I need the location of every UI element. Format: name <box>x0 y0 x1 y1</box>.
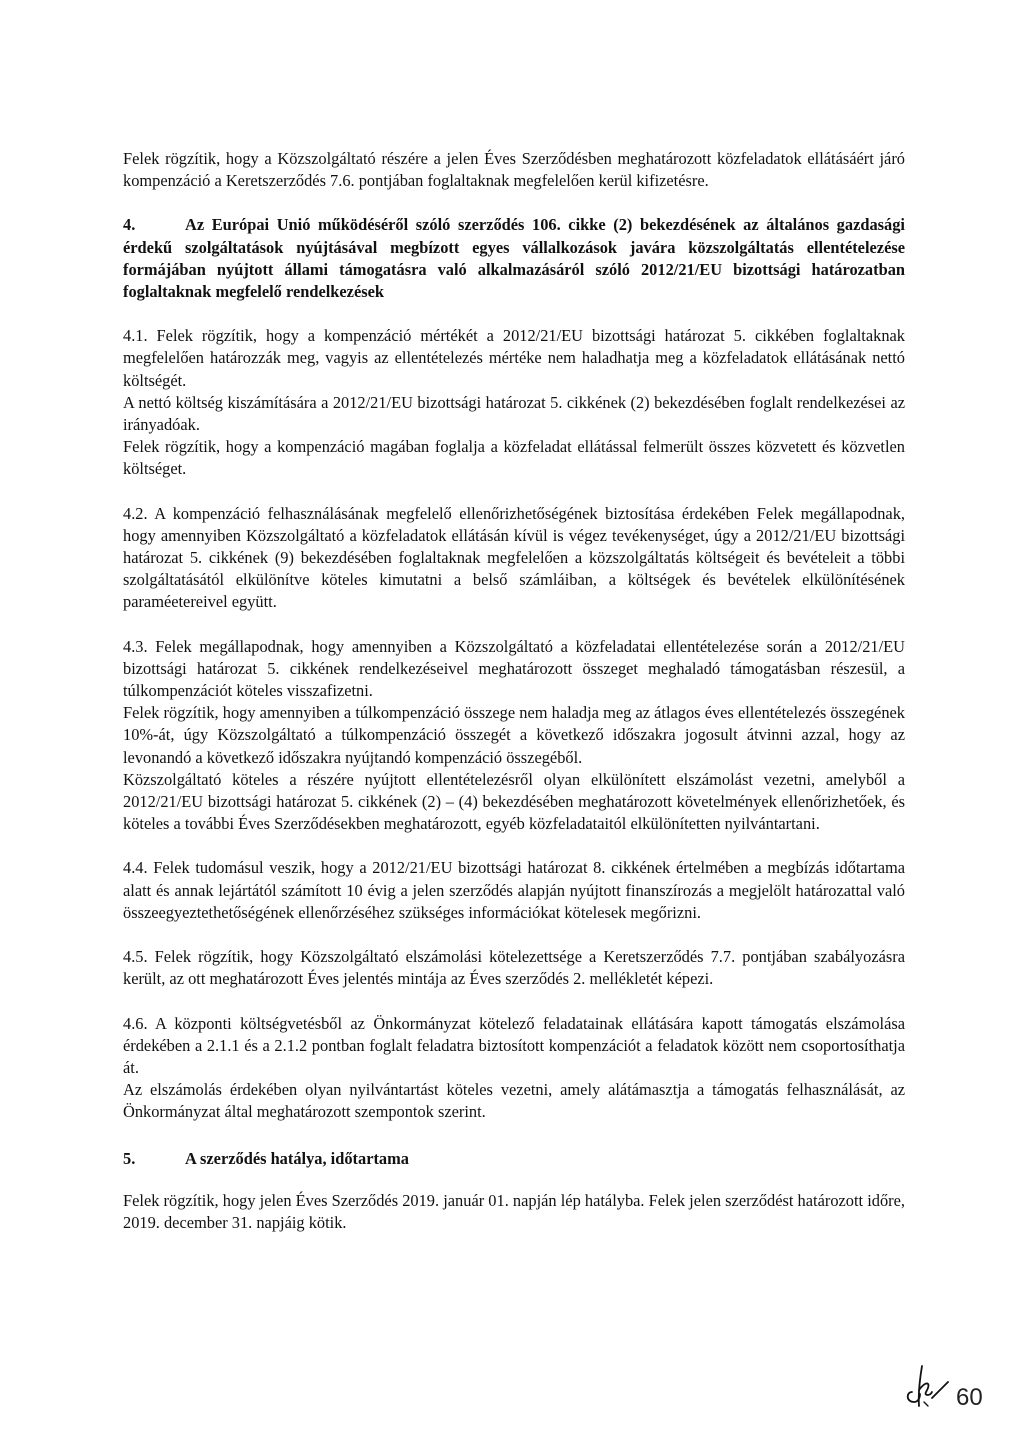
section-4-heading <box>123 214 905 303</box>
document-page <box>123 148 905 1234</box>
handwritten-initials-signature <box>902 1362 950 1410</box>
paragraph-4-1 <box>123 325 905 480</box>
paragraph-4-1-b: A nettó költség kiszámítására a 2012/21/EU bizottsági határozat 5. cikkének (2) bekezdésében foglalt rendelkezései az irányadóak. <box>123 392 905 435</box>
paragraph-4-4 <box>123 857 905 924</box>
paragraph-4-6-a: 4.6. A központi költségvetésből az Önkormányzat kötelező feladatainak ellátására kapott támogatás elszámolása érdekében a 2.1.1 és a 2.1.2 pontban foglalt feladatra biztosított kompenzációt a feladatok között nem csoportosíthatja át. <box>123 1013 905 1077</box>
paragraph-4-6 <box>123 1013 905 1124</box>
paragraph-5-a: Felek rögzítik, hogy jelen Éves Szerződés 2019. január 01. napján lép hatályba. Felek jelen szerződést határozott időre, 2019. december 31. napjáig kötik. <box>123 1190 905 1232</box>
page-number: 60 <box>956 1384 983 1411</box>
paragraph-4-2 <box>123 503 905 614</box>
section-5-title: A szerződés hatálya, időtartama <box>185 1148 409 1168</box>
paragraph-5 <box>123 1190 905 1234</box>
section-5-heading <box>123 1148 905 1170</box>
section-5-number: 5. <box>123 1148 136 1168</box>
paragraph-4-1-c: Felek rögzítik, hogy a kompenzáció magában foglalja a közfeladat ellátással felmerült összes közvetett és közvetlen költséget. <box>123 437 905 479</box>
paragraph-4-1-a: 4.1. Felek rögzítik, hogy a kompenzáció mértékét a 2012/21/EU bizottsági határozat 5. cikkében foglaltaknak megfelelően határozzák meg, vagyis az ellentételezés mértéke nem haladhatja meg a közfeladatok ellátásának nettó költségét. <box>123 326 905 390</box>
paragraph-4-3-b: Felek rögzítik, hogy amennyiben a túlkompenzáció összege nem haladja meg az átlagos éves ellentételezés összegének 10%-át, úgy Közszolgáltató a túlkompenzáció összegét a következő időszakra jogosult átvinni azzal, hogy az levonandó a következő időszakra nyújtandó kompenzáció összegéből. <box>123 703 905 767</box>
paragraph-4-2-a: 4.2. A kompenzáció felhasználásának megfelelő ellenőrizhetőségének biztosítása érdekében Felek megállapodnak, hogy amennyiben Közszolgáltató a közfeladatok ellátásán kívül is végez tevékenységet, úgy a 2012/21/EU bizottsági határozat 5. cikkének (9) bekezdésében foglaltaknak megfelelően a közszolgáltatás költségeit és bevételeit a többi szolgáltatásától elkülönítve köteles kimutatni a belső számláiban, a költségek és bevételek elkülönítésének paraméetereivel együtt. <box>123 503 905 612</box>
paragraph-4-5-a: 4.5. Felek rögzítik, hogy Közszolgáltató elszámolási kötelezettsége a Keretszerződés 7.7. pontjában szabályozásra került, az ott meghatározott Éves jelentés mintája az Éves szerződés 2. mellékletét képezi. <box>123 947 905 989</box>
paragraph-4-5 <box>123 946 905 990</box>
paragraph-4-4-a: 4.4. Felek tudomásul veszik, hogy a 2012/21/EU bizottsági határozat 8. cikkének értelmében a megbízás időtartama alatt és annak lejártától számított 10 évig a jelen szerződés alapján nyújtott finanszírozás a megjelölt határozattal való összeegyeztethetőségének ellenőrzéséhez szükséges információkat kötelesek megőrizni. <box>123 858 905 922</box>
paragraph-4-3-a: 4.3. Felek megállapodnak, hogy amennyiben a Közszolgáltató a közfeladatai ellentételezése során a 2012/21/EU bizottsági határozat 5. cikkének rendelkezéseivel meghatározott összeget meghaladó támogatásban részesül, a túlkompenzációt köteles visszafizetni. <box>123 636 905 701</box>
paragraph-4-3-c: Közszolgáltató köteles a részére nyújtott ellentételezésről olyan elkülönített elszámolást vezetni, amelyből a 2012/21/EU bizottsági határozat 5. cikkének (2) – (4) bekezdésében meghatározott követelmények ellenőrizhetőek, és köteles a további Éves Szerződésekben meghatározott, egyéb közfeladataitól elkülönítetten nyilvántartani. <box>123 769 905 834</box>
intro-paragraph: Felek rögzítik, hogy a Közszolgáltató részére a jelen Éves Szerződésben meghatározott közfeladatok ellátásáért járó kompenzáció a Keretszerződés 7.6. pontjában foglaltaknak megfelelően kerül kifizetésre. <box>123 149 905 191</box>
section-4-title: Az Európai Unió működéséről szóló szerződés 106. cikke (2) bekezdésének az általános gazdasági érdekű szolgáltatások nyújtásával megbízott egyes vállalkozások javára közszolgáltatás ellentételezése formájában nyújtott állami támogatásra való alkalmazásáról szóló 2012/21/EU bizottsági határozatban foglaltaknak megfelelő rendelkezések <box>123 215 905 302</box>
paragraph-4-3 <box>123 636 905 836</box>
paragraph-4-6-b: Az elszámolás érdekében olyan nyilvántartást köteles vezetni, amely alátámasztja a támogatás felhasználását, az Önkormányzat által meghatározott szempontok szerint. <box>123 1080 905 1122</box>
section-4-number: 4. <box>123 215 136 235</box>
